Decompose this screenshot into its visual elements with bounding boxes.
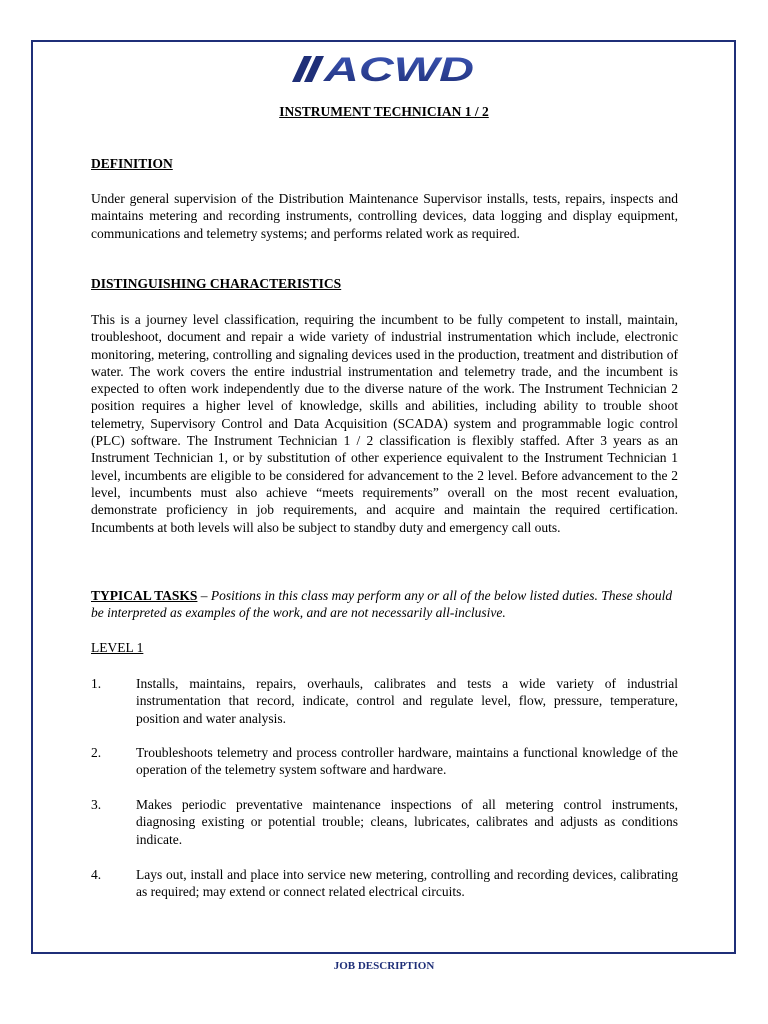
distinguishing-body: This is a journey level classification, requiring the incumbent to be fully competent to install, maintain, troubleshoot, document and repair a wide variety of industrial instrumentation which include, electronic monitoring, metering, controlling and signaling devices used in the production, treatment and distribution of water. The work covers the entire industrial instrumentation and telemetry trade, and the incumbent is expected to often work independently due to the diverse nature of the work. The Instrument Technician 2 position requires a higher level of knowledge, skills and abilities, including ability to trouble shoot telemetry, Supervisory Control and Data Acquisition (SCADA) system and programmable logic control (PLC) software. The Instrument Technician 1 / 2 classification is flexibly staffed. After 3 years as an Instrument Technician 1, or by substitution of other experience equivalent to the Instrument Technician 1 level, incumbents are eligible to be considered for advancement to the 2 level. Before advancement to the 2 level, incumbents must also achieve “meets requirements” overall on the most recent evaluation, demonstrate proficiency in job requirements, and acquire and maintain the required certification. Incumbents at both levels will also be subject to standby duty and emergency call outs. <box>91 312 678 535</box>
acwd-logo <box>290 50 476 86</box>
list-item-number: 1. <box>91 676 102 691</box>
logo-text: ACWD <box>322 51 474 86</box>
typical-tasks-intro: Positions in this class may perform any or all of the below listed duties. These should be interpreted as examples of the work, and are not necessarily all-inclusive. <box>91 588 673 621</box>
list-item-text: Makes periodic preventative maintenance inspections of all metering control instruments, diagnosing existing or potential trouble; cleans, lubricates, calibrates and adjusts as conditions indicate. <box>136 797 678 847</box>
definition-body: Under general supervision of the Distribution Maintenance Supervisor installs, tests, repairs, inspects and maintains metering and recording instruments, controlling devices, data logging and display equipment, communications and telemetry systems; and performs related work as required. <box>91 191 678 241</box>
distinguishing-heading: DISTINGUISHING CHARACTERISTICS <box>91 276 342 291</box>
footer-label: JOB DESCRIPTION <box>333 960 435 972</box>
definition-heading: DEFINITION <box>91 156 173 171</box>
typical-tasks-dash: – <box>197 588 211 603</box>
list-item-number: 3. <box>91 797 102 812</box>
typical-tasks <box>91 587 681 622</box>
list-item-number: 2. <box>91 745 102 760</box>
typical-tasks-heading: TYPICAL TASKS <box>91 588 198 603</box>
list-item-text: Troubleshoots telemetry and process controller hardware, maintains a functional knowledge of the operation of the telemetry system software and hardware. <box>136 745 678 778</box>
list-item-text: Installs, maintains, repairs, overhauls, calibrates and tests a wide variety of industrial instrumentation that record, indicate, control and regulate level, flow, pressure, temperature, position and water analysis. <box>136 676 678 726</box>
list-item-number: 4. <box>91 867 102 882</box>
page-title: INSTRUMENT TECHNICIAN 1 / 2 <box>279 104 489 119</box>
list-item-text: Lays out, install and place into service new metering, controlling and recording devices, calibrating as required; may extend or connect related electrical circuits. <box>136 867 678 900</box>
level-1-heading: LEVEL 1 <box>91 640 144 655</box>
